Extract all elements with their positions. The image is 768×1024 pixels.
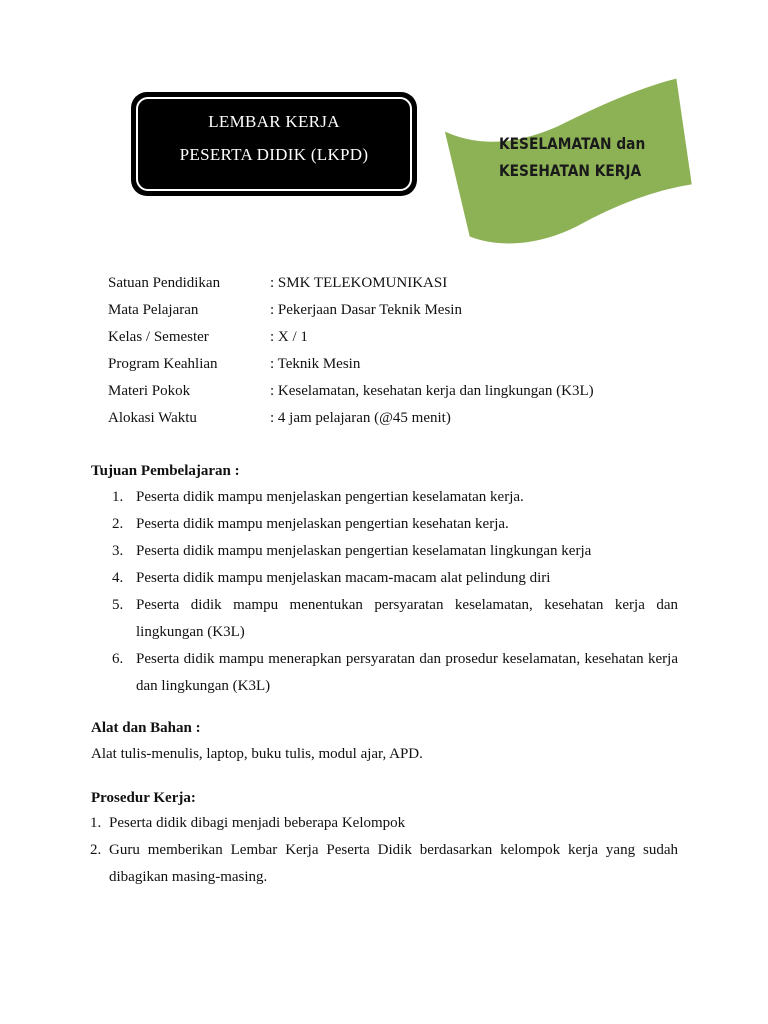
list-number: 1. <box>90 815 102 831</box>
list-number: 6. <box>112 651 124 667</box>
list-text: Peserta didik mampu menjelaskan pengertian kesehatan kerja. <box>136 516 509 532</box>
list-text: Peserta didik dibagi menjadi beberapa Kelompok <box>109 815 406 831</box>
info-label: Satuan Pendidikan <box>108 275 221 291</box>
info-value: : Teknik Mesin <box>270 356 361 372</box>
list-number: 2. <box>112 516 124 532</box>
banner-text-line-1: KESELAMATAN dan <box>499 134 646 153</box>
list-text: Peserta didik mampu menjelaskan pengertian keselamatan kerja. <box>136 489 524 505</box>
info-row-materi <box>108 383 708 403</box>
info-row-program <box>108 356 708 376</box>
list-text: Peserta didik mampu menjelaskan pengertian keselamatan lingkungan kerja <box>136 543 592 559</box>
list-text: Peserta didik mampu menentukan persyaratan keselamatan, kesehatan kerja dan lingkungan (K3L) <box>136 597 678 640</box>
info-row-satuan <box>108 275 708 295</box>
procedure-heading: Prosedur Kerja: <box>91 790 196 806</box>
info-label: Kelas / Semester <box>108 329 209 345</box>
info-label: Mata Pelajaran <box>108 302 199 318</box>
info-value: : 4 jam pelajaran (@45 menit) <box>270 410 451 426</box>
list-number: 4. <box>112 570 124 586</box>
info-value: : Keselamatan, kesehatan kerja dan lingkungan (K3L) <box>270 383 594 399</box>
info-value: : SMK TELEKOMUNIKASI <box>270 275 448 291</box>
info-label: Program Keahlian <box>108 356 218 372</box>
list-text: Guru memberikan Lembar Kerja Peserta Didik berdasarkan kelompok kerja yang sudah dibagikan masing-masing. <box>109 842 678 885</box>
list-number: 2. <box>90 842 102 858</box>
info-row-kelas <box>108 329 708 349</box>
info-value: : Pekerjaan Dasar Teknik Mesin <box>270 302 462 318</box>
info-value: : X / 1 <box>270 329 308 345</box>
info-label: Alokasi Waktu <box>108 410 197 426</box>
banner-flag <box>438 72 700 248</box>
tools-heading: Alat dan Bahan : <box>91 720 201 736</box>
title-box <box>131 92 417 196</box>
list-number: 1. <box>112 489 124 505</box>
list-number: 5. <box>112 597 124 613</box>
list-number: 3. <box>112 543 124 559</box>
info-row-mapel <box>108 302 708 322</box>
list-text: Peserta didik mampu menjelaskan macam-macam alat pelindung diri <box>136 570 551 586</box>
list-text: Peserta didik mampu menerapkan persyaratan dan prosedur keselamatan, kesehatan kerja dan lingkungan (K3L) <box>136 651 678 694</box>
title-line-2: PESERTA DIDIK (LKPD) <box>179 145 369 164</box>
title-line-1: LEMBAR KERJA <box>208 112 340 131</box>
banner-text-line-2: KESEHATAN KERJA <box>499 161 642 180</box>
info-label: Materi Pokok <box>108 383 191 399</box>
tools-text: Alat tulis-menulis, laptop, buku tulis, modul ajar, APD. <box>91 746 423 762</box>
info-row-alokasi <box>108 410 708 430</box>
goals-heading: Tujuan Pembelajaran : <box>91 463 240 479</box>
